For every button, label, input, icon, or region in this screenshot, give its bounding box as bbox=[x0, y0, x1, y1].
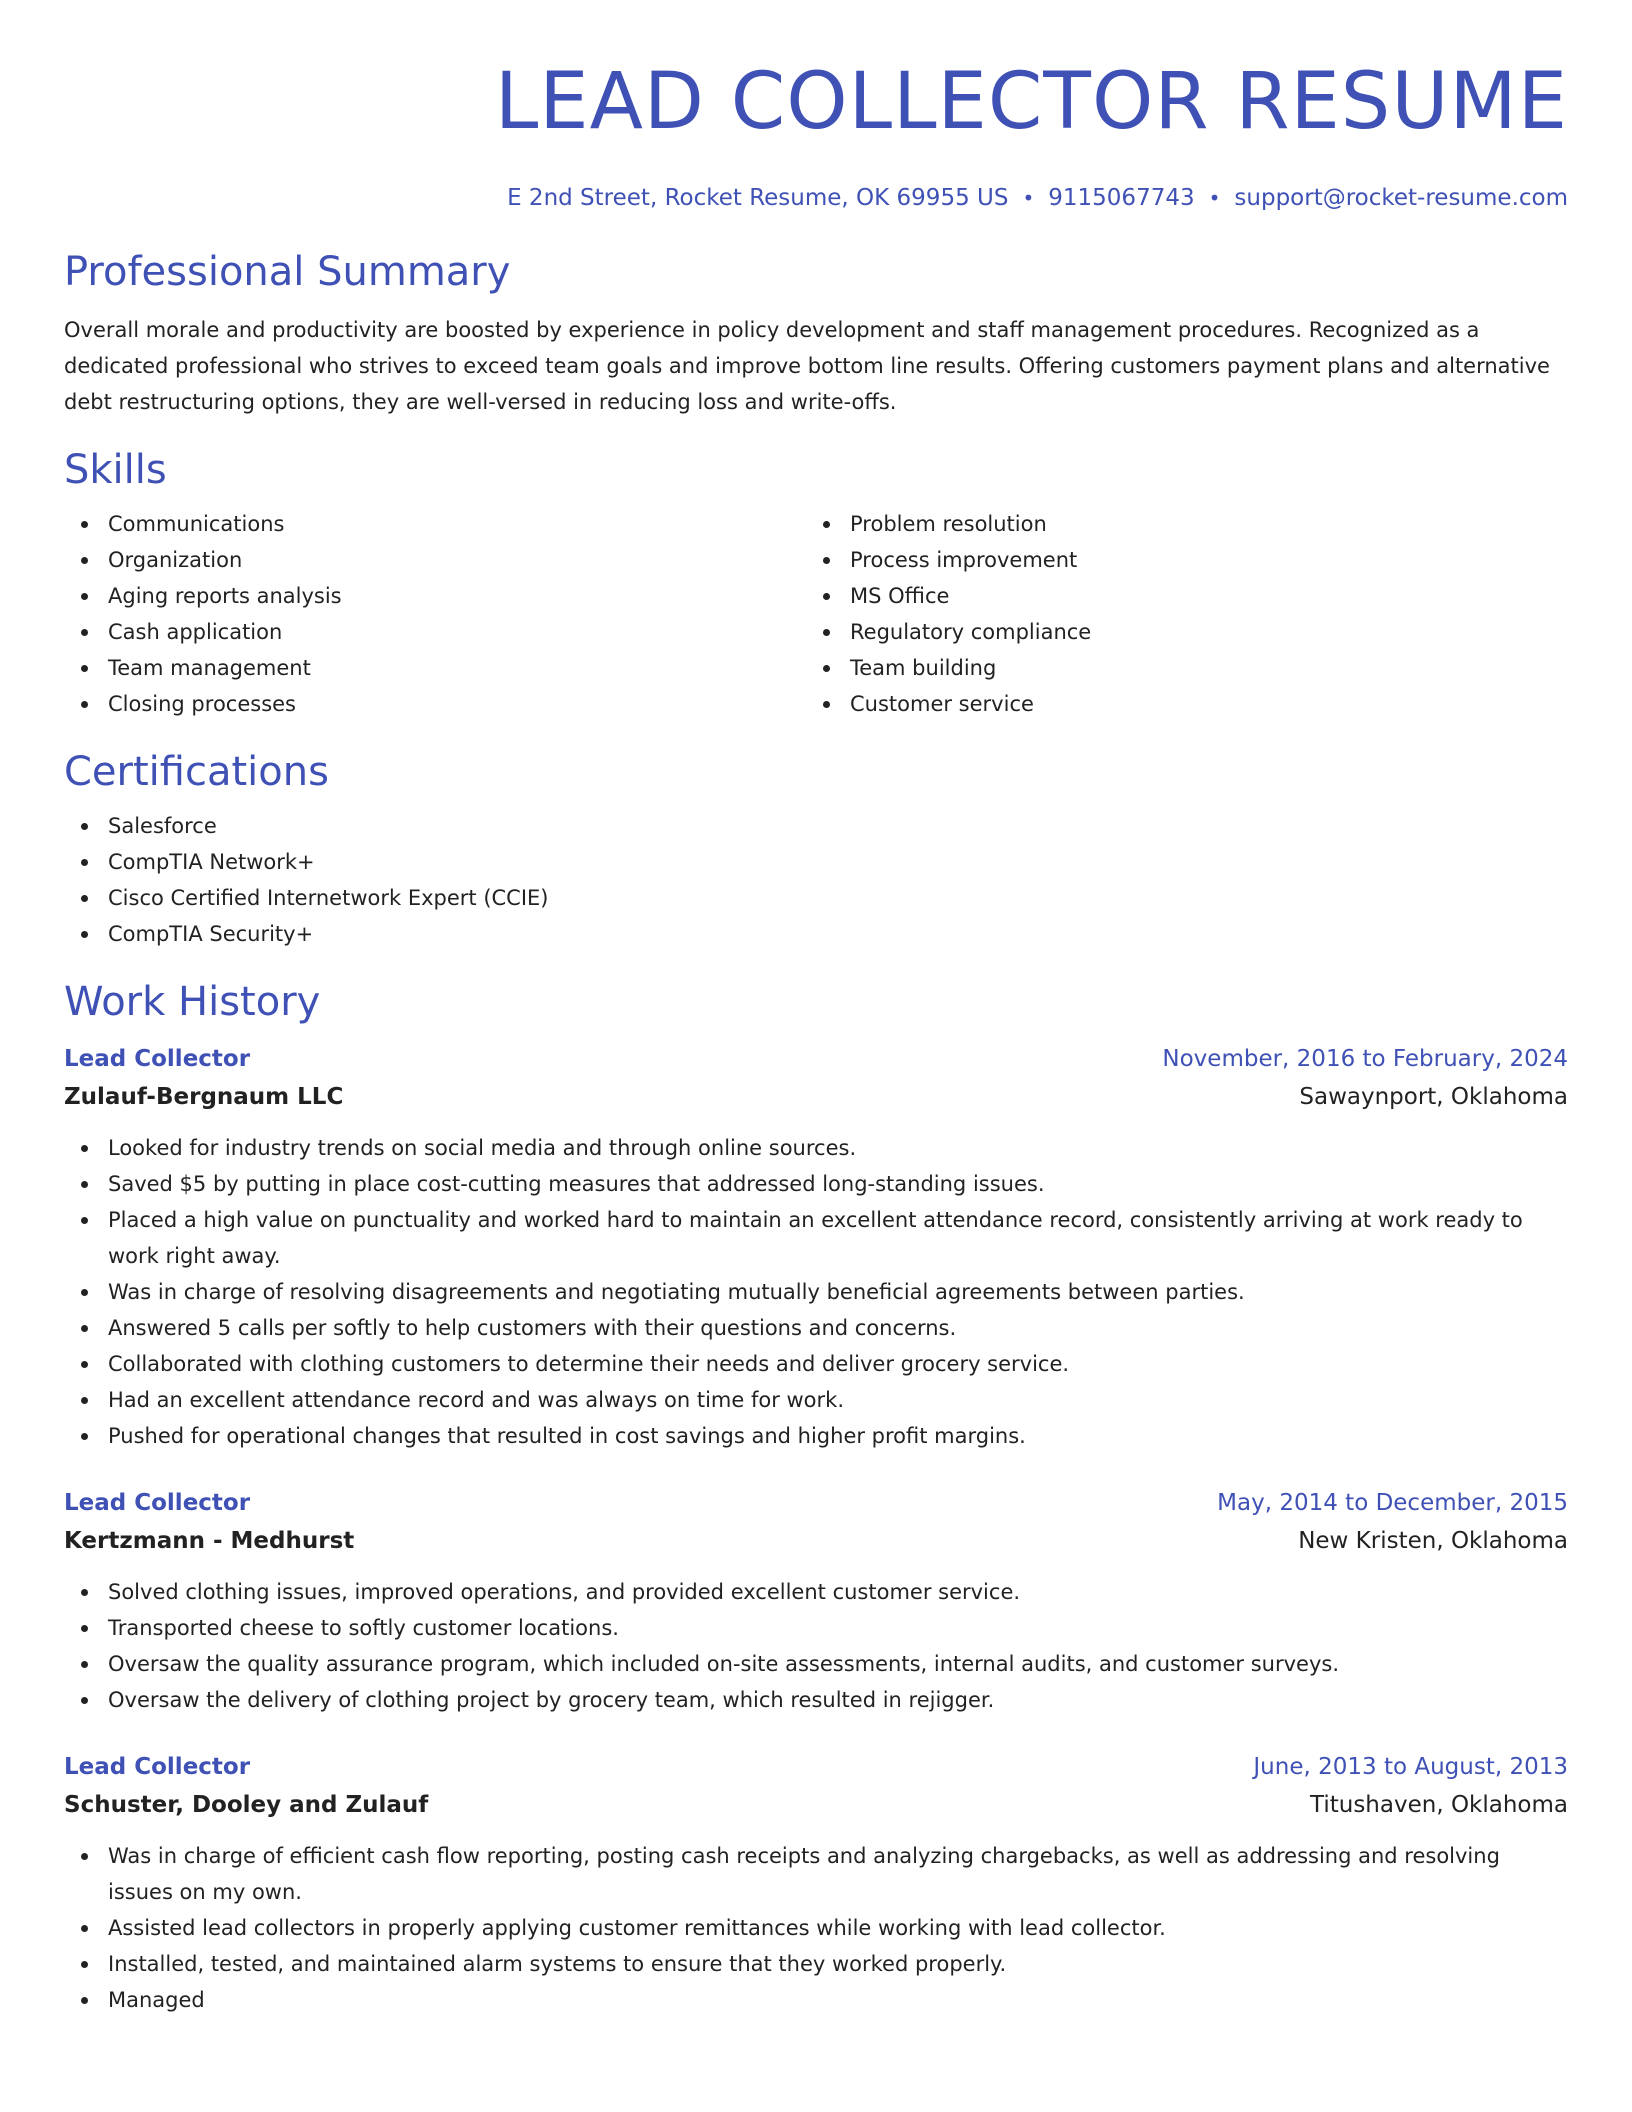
job-entry bbox=[64, 1484, 1568, 1718]
resume-title: LEAD COLLECTOR RESUME bbox=[494, 57, 1568, 147]
certification-item: Cisco Certified Internetwork Expert (CCIE) bbox=[64, 880, 1568, 916]
certification-item: CompTIA Network+ bbox=[64, 844, 1568, 880]
job-duty-item: Pushed for operational changes that resulted in cost savings and higher profit margins. bbox=[64, 1418, 1568, 1454]
skill-item: Organization bbox=[64, 542, 806, 578]
job-duty-item: Had an excellent attendance record and was always on time for work. bbox=[64, 1382, 1568, 1418]
job-dates: June, 2013 to August, 2013 bbox=[1253, 1754, 1568, 1780]
job-duties-list bbox=[64, 1574, 1568, 1718]
skill-item: Team building bbox=[806, 650, 1548, 686]
contact-separator: • bbox=[1022, 186, 1035, 210]
job-company-row bbox=[64, 1078, 1568, 1116]
job-location: New Kristen, Oklahoma bbox=[1298, 1528, 1568, 1554]
job-company: Zulauf-Bergnaum LLC bbox=[64, 1084, 344, 1110]
job-entry bbox=[64, 1748, 1568, 2018]
job-duty-item: Managed bbox=[64, 1982, 1568, 2018]
skills-column-right bbox=[806, 506, 1548, 722]
job-header-row bbox=[64, 1040, 1568, 1078]
summary-heading: Professional Summary bbox=[64, 249, 511, 295]
certifications-heading: Certifications bbox=[64, 749, 329, 795]
job-dates: May, 2014 to December, 2015 bbox=[1217, 1490, 1568, 1516]
job-duty-item: Transported cheese to softly customer locations. bbox=[64, 1610, 1568, 1646]
job-company-row bbox=[64, 1522, 1568, 1560]
job-duty-item: Oversaw the quality assurance program, which included on-site assessments, internal audits, and customer surveys. bbox=[64, 1646, 1568, 1682]
skill-item: Aging reports analysis bbox=[64, 578, 806, 614]
job-duty-item: Answered 5 calls per softly to help customers with their questions and concerns. bbox=[64, 1310, 1568, 1346]
skills-column-left bbox=[64, 506, 806, 722]
job-title: Lead Collector bbox=[64, 1490, 251, 1516]
job-duty-item: Saved $5 by putting in place cost-cutting measures that addressed long-standing issues. bbox=[64, 1166, 1568, 1202]
skill-item: Closing processes bbox=[64, 686, 806, 722]
job-company: Schuster, Dooley and Zulauf bbox=[64, 1792, 429, 1818]
skill-item: Team management bbox=[64, 650, 806, 686]
job-duty-item: Was in charge of resolving disagreements and negotiating mutually beneficial agreements between parties. bbox=[64, 1274, 1568, 1310]
skill-item: MS Office bbox=[806, 578, 1548, 614]
job-duty-item: Oversaw the delivery of clothing project by grocery team, which resulted in rejigger. bbox=[64, 1682, 1568, 1718]
job-header-row bbox=[64, 1484, 1568, 1522]
skill-item: Process improvement bbox=[806, 542, 1548, 578]
job-duties-list bbox=[64, 1130, 1568, 1454]
job-duty-item: Placed a high value on punctuality and worked hard to maintain an excellent attendance record, consistently arriving at work ready to work right away. bbox=[64, 1202, 1568, 1274]
certifications-list bbox=[64, 808, 1568, 952]
job-duty-item: Solved clothing issues, improved operations, and provided excellent customer service. bbox=[64, 1574, 1568, 1610]
skill-item: Communications bbox=[64, 506, 806, 542]
contact-line bbox=[64, 178, 1568, 218]
contact-address: E 2nd Street, Rocket Resume, OK 69955 US bbox=[507, 185, 1009, 211]
contact-email: support@rocket-resume.com bbox=[1234, 185, 1568, 211]
skills-list bbox=[64, 506, 1568, 722]
job-location: Sawaynport, Oklahoma bbox=[1299, 1084, 1568, 1110]
job-header-row bbox=[64, 1748, 1568, 1786]
work-history-heading: Work History bbox=[64, 979, 321, 1025]
skill-item: Regulatory compliance bbox=[806, 614, 1548, 650]
skill-item: Customer service bbox=[806, 686, 1548, 722]
contact-phone: 9115067743 bbox=[1048, 185, 1195, 211]
summary-text: Overall morale and productivity are boosted by experience in policy development and staff management procedures. Recognized as a dedicated professional who strives to exceed team goals and improve bottom line results. Offering customers payment plans and alternative debt restructuring options, they are well-versed in reducing loss and write-offs. bbox=[64, 318, 1550, 414]
job-company: Kertzmann - Medhurst bbox=[64, 1528, 355, 1554]
job-duties-list bbox=[64, 1838, 1568, 2018]
job-duty-item: Collaborated with clothing customers to determine their needs and deliver grocery service. bbox=[64, 1346, 1568, 1382]
certification-item: CompTIA Security+ bbox=[64, 916, 1568, 952]
certification-item: Salesforce bbox=[64, 808, 1568, 844]
job-entry bbox=[64, 1040, 1568, 1454]
job-duty-item: Assisted lead collectors in properly applying customer remittances while working with lead collector. bbox=[64, 1910, 1568, 1946]
skill-item: Cash application bbox=[64, 614, 806, 650]
skills-heading: Skills bbox=[64, 447, 167, 493]
job-company-row bbox=[64, 1786, 1568, 1824]
job-duty-item: Installed, tested, and maintained alarm systems to ensure that they worked properly. bbox=[64, 1946, 1568, 1982]
job-duty-item: Was in charge of efficient cash flow reporting, posting cash receipts and analyzing chargebacks, as well as addressing and resolving issues on my own. bbox=[64, 1838, 1568, 1910]
job-location: Titushaven, Oklahoma bbox=[1310, 1792, 1568, 1818]
job-dates: November, 2016 to February, 2024 bbox=[1162, 1046, 1568, 1072]
contact-separator: • bbox=[1208, 186, 1221, 210]
job-title: Lead Collector bbox=[64, 1754, 251, 1780]
job-title: Lead Collector bbox=[64, 1046, 251, 1072]
skill-item: Problem resolution bbox=[806, 506, 1548, 542]
job-duty-item: Looked for industry trends on social media and through online sources. bbox=[64, 1130, 1568, 1166]
